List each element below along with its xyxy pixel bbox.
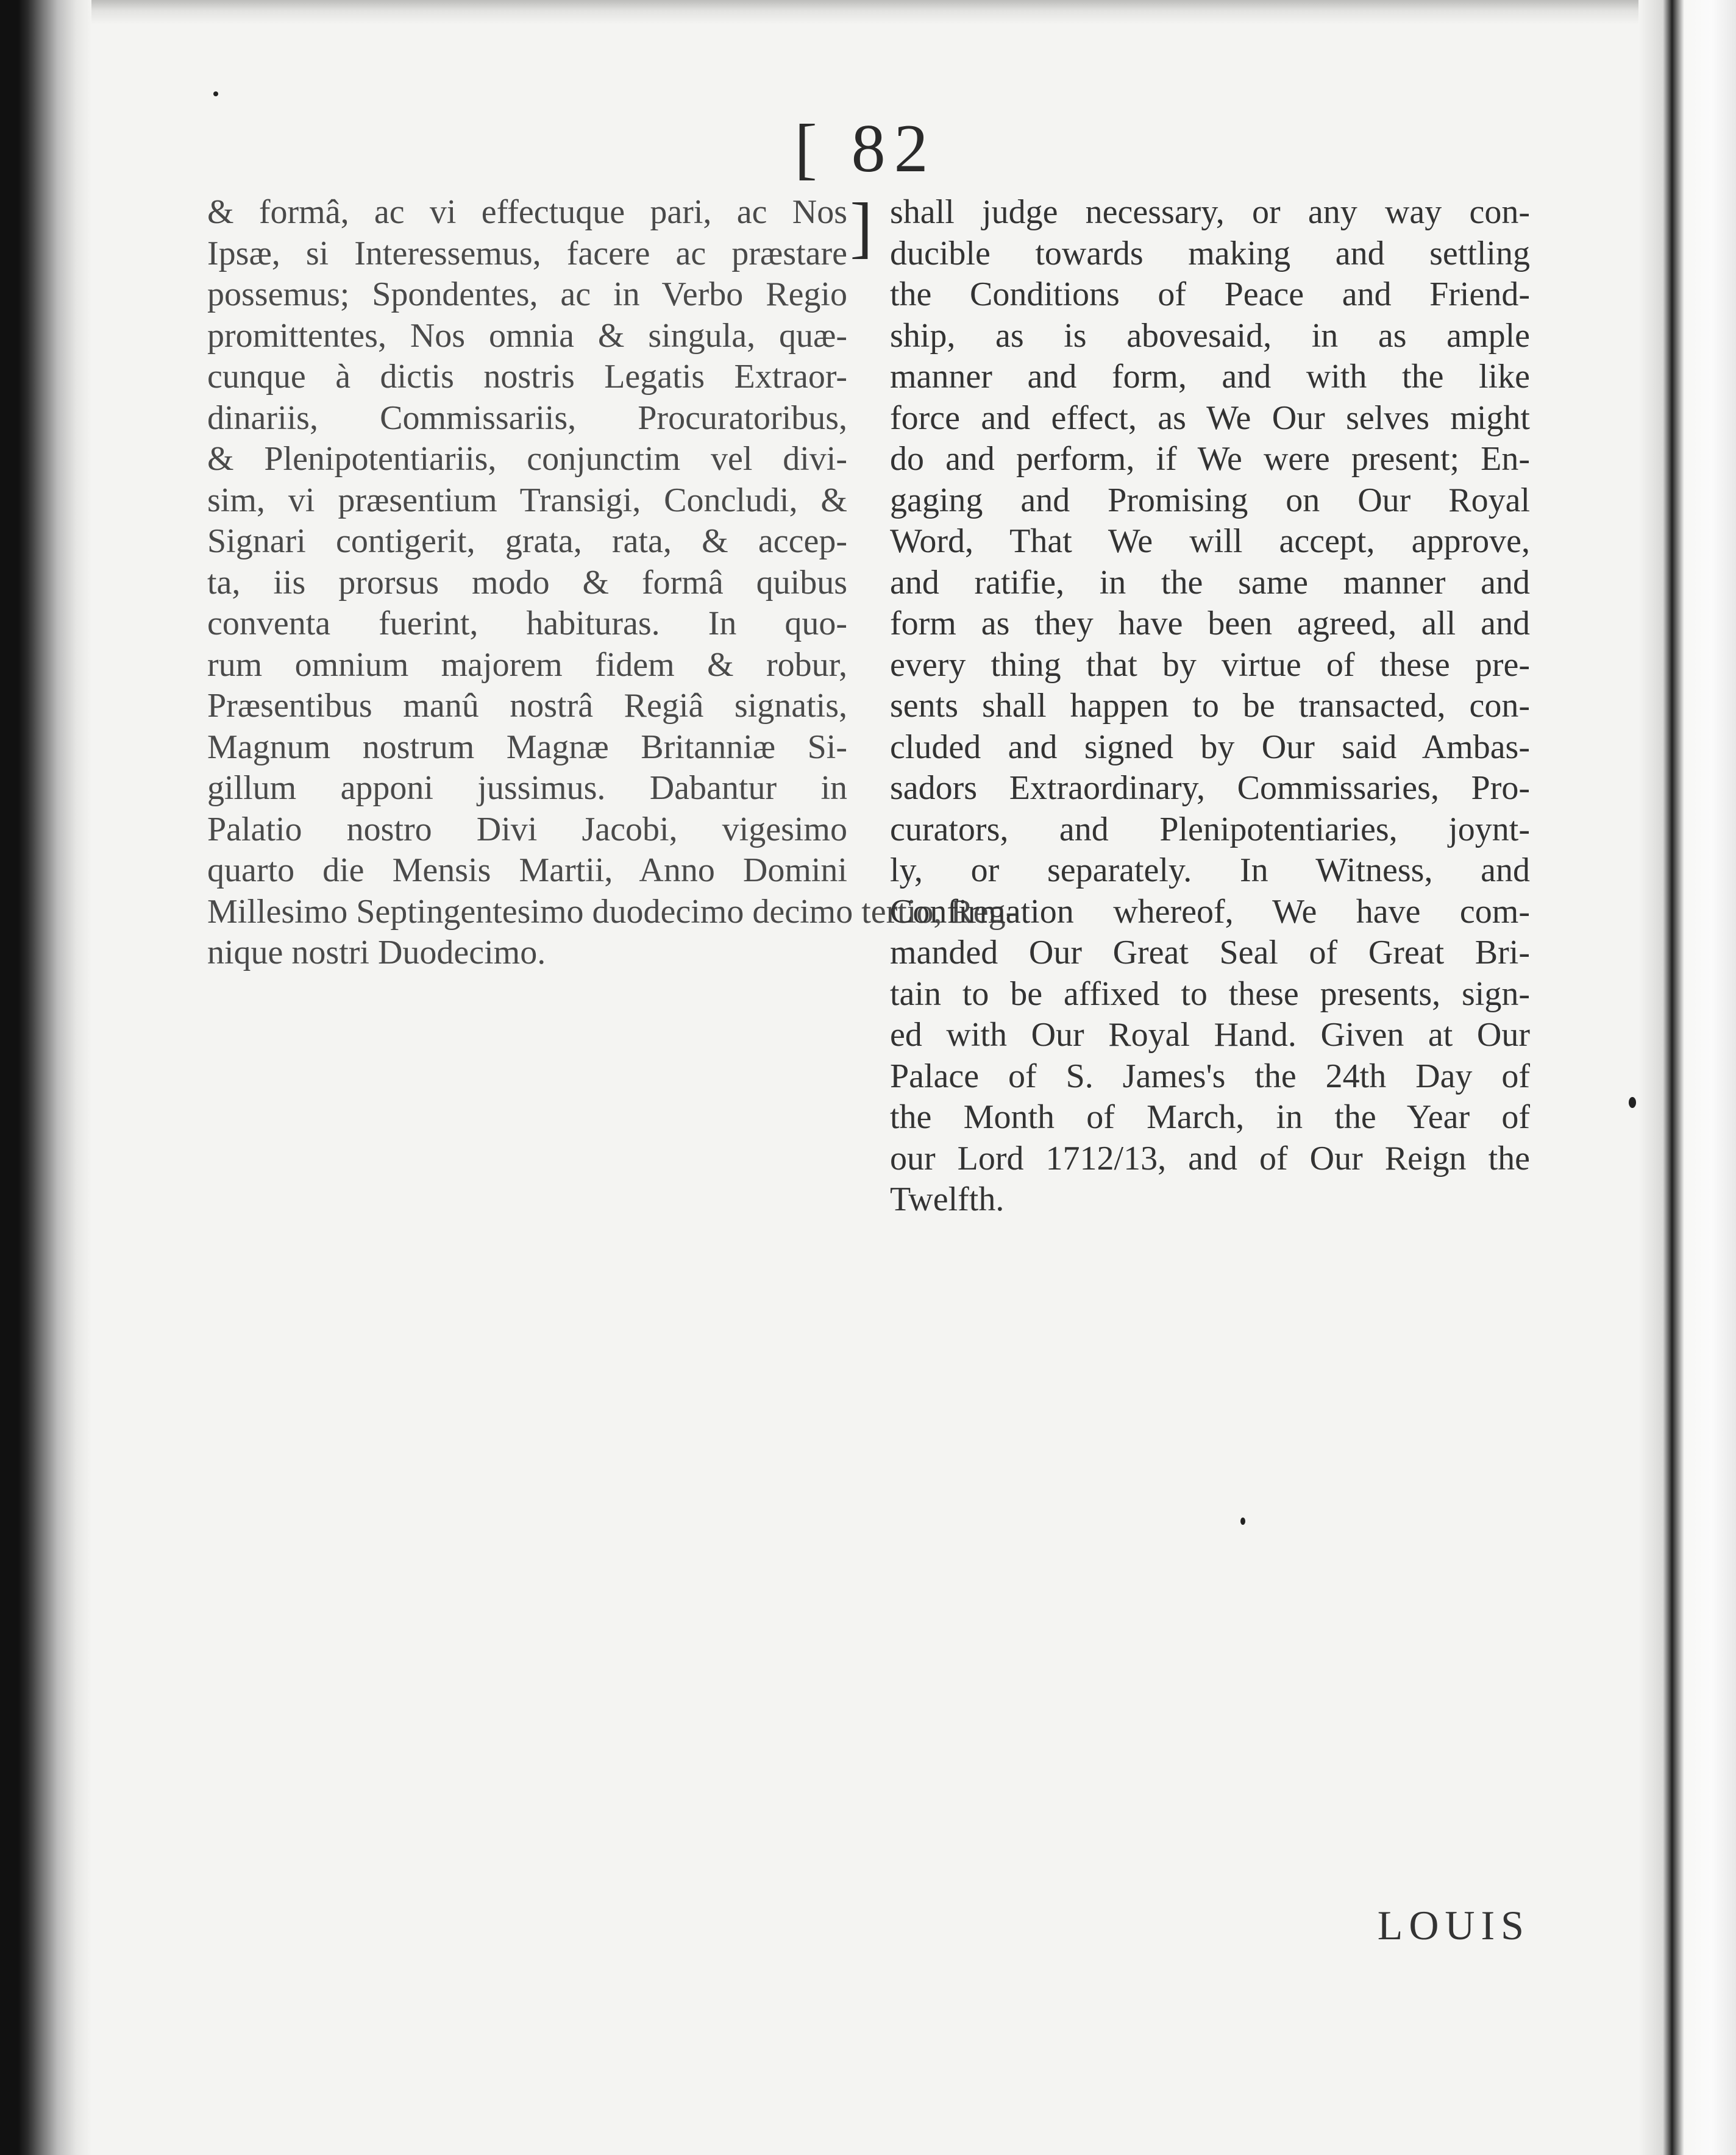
english-text-line: shall judge necessary, or any way con- [890,193,1530,231]
ink-speck [1629,1097,1636,1108]
scan-top-edge [91,0,1638,24]
english-text-line: the Conditions of Peace and Friend- [890,275,1530,313]
english-text-line: manded Our Great Seal of Great Bri- [890,934,1530,971]
latin-text-line: possemus; Spondentes, ac in Verbo Regio [207,275,847,313]
english-text-column [890,192,1530,1221]
latin-text-line: Præsentibus manû nostrâ Regiâ signatis, [207,687,847,725]
latin-text-line: & Plenipotentiariis, conjunctim vel divi- [207,440,847,478]
english-text-line: force and effect, as We Our selves might [890,399,1530,437]
english-text-line: cluded and signed by Our said Ambas- [890,728,1530,766]
latin-text-line: quarto die Mensis Martii, Anno Domini [207,851,847,889]
latin-text-line: ta, iis prorsus modo & formâ quibus [207,563,847,602]
english-text-line: sadors Extraordinary, Commissaries, Pro- [890,769,1530,807]
latin-text-line: & formâ, ac vi effectuque pari, ac Nos [207,193,847,231]
english-text-line: ducible towards making and settling [890,234,1530,272]
english-text-line: ly, or separately. In Witness, and [890,851,1530,889]
ink-speck [1240,1518,1245,1525]
latin-text-line: conventa fuerint, habituras. In quo- [207,605,847,642]
latin-text-line: Millesimo Septingentesimo duodecimo decimo tertio, Reg- [207,892,1017,931]
scan-left-edge [0,0,91,2155]
english-text-line: Palace of S. James's the 24th Day of [890,1057,1530,1095]
latin-text-line: Palatio nostro Divi Jacobi, vigesimo [207,810,847,848]
latin-text-line: rum omnium majorem fidem & robur, [207,645,847,684]
english-text-line: form as they have been agreed, all and [890,605,1530,642]
english-text-line: ship, as is abovesaid, in as ample [890,316,1530,355]
signature-catchword: LOUIS [1377,1902,1530,1948]
english-text-line: Confirmation whereof, We have com- [890,892,1530,931]
latin-text-line: sim, vi præsentium Transigi, Concludi, & [207,481,847,519]
ink-speck [213,91,218,96]
latin-text-line: dinariis, Commissariis, Procuratoribus, [207,399,847,437]
latin-text-line: gillum apponi jussimus. Dabantur in [207,769,847,807]
english-text-line: and ratifie, in the same manner and [890,563,1530,602]
english-text-line: the Month of March, in the Year of [890,1098,1530,1136]
latin-text-line: promittentes, Nos omnia & singula, quæ- [207,316,847,355]
scan-right-edge [1638,0,1736,2155]
english-text-line: Word, That We will accept, approve, [890,522,1530,560]
latin-text-line: Signari contigerit, grata, rata, & accep- [207,522,847,560]
latin-text-column [207,192,1017,974]
english-text-line: manner and form, and with the like [890,358,1530,396]
english-text-line: ed with Our Royal Hand. Given at Our [890,1016,1530,1054]
latin-text-line: cunque à dictis nostris Legatis Extraor- [207,358,847,396]
english-text-line: tain to be affixed to these presents, sign- [890,975,1530,1013]
latin-text-line: Ipsæ, si Interessemus, facere ac præstare [207,234,847,272]
latin-text-line: nique nostri Duodecimo. [207,934,546,971]
english-text-line: our Lord 1712/13, and of Our Reign the [890,1139,1530,1177]
latin-text-line: Magnum nostrum Magnæ Britanniæ Si- [207,728,847,766]
page-number: [ 82 ] [794,111,937,265]
english-text-line: gaging and Promising on Our Royal [890,481,1530,519]
english-text-line: sents shall happen to be transacted, con- [890,687,1530,725]
english-text-line: curators, and Plenipotentiaries, joynt- [890,810,1530,848]
english-text-line: every thing that by virtue of these pre- [890,645,1530,684]
english-text-line: do and perform, if We were present; En- [890,440,1530,478]
english-text-line: Twelfth. [890,1180,1005,1218]
